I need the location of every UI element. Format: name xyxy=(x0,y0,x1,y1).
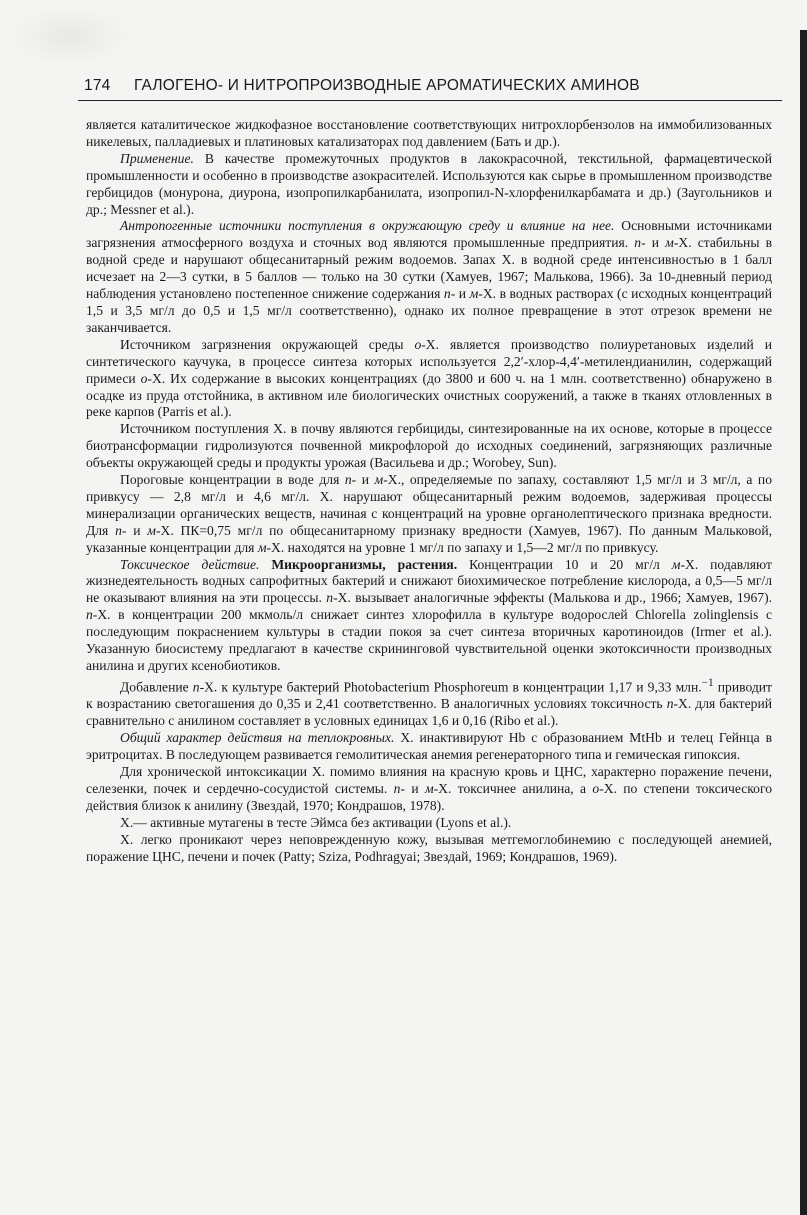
text-run: -Х. токсичнее анилина, а xyxy=(433,780,593,796)
text-run: -Х. вызывает аналогичные эффекты (Малькова и др., 1966; Хамуев, 1967). xyxy=(333,590,772,606)
text-run: Х. инактивируют Hb с образованием MtHb и телец Гейнца в эритроцитах. В последующем развивается гемолитическая анемия регенераторного типа и гемическая гипоксия. xyxy=(86,730,773,763)
text-run: Добавление xyxy=(120,679,193,695)
italic-run: Применение. xyxy=(120,150,194,166)
text-run: -Х. является производство полиуретановых изделий и синтетического каучука, в процессе синтеза которых используется 2,2′-хлор-4,4′-метилендианилин, содержащий примеси xyxy=(86,336,773,386)
text-run: Пороговые концентрации в воде для xyxy=(120,472,345,488)
italic-run: п- xyxy=(393,780,405,796)
text-run: Источником загрязнения окружающей среды xyxy=(120,336,415,352)
superscript: −1 xyxy=(701,676,714,689)
text-run: Основными источниками загрязнения атмосферного воздуха и сточных вод являются промышленные предприятия. xyxy=(86,218,773,251)
scan-smudge xyxy=(10,6,130,66)
italic-run: о xyxy=(414,336,422,352)
italic-run: п- xyxy=(344,472,357,488)
bold-run: Микроорганизмы, растения. xyxy=(271,556,458,572)
text-run: Источником поступления Х. в почву являются гербициды, синтезированные на их основе, которые в процессе биотрансформации гидролизуются почвенной микрофлорой до исходных соединений, загрязняющих различные объекты окружающей среды и продукты урожая (Васильева и др.; Worobey, Sun). xyxy=(86,421,772,471)
page-number: 174 xyxy=(84,77,111,94)
text-run: приводит к возрастанию светогашения до 0,35 и 2,41 соответственно. В аналогичных условиях токсичность xyxy=(86,679,772,712)
italic-run: п xyxy=(326,590,334,606)
paragraph xyxy=(86,218,772,336)
paragraph xyxy=(86,815,772,832)
italic-run: м xyxy=(424,780,434,796)
text-run: Х.— активные мутагены в тесте Эймса без активации (Lyons et al.). xyxy=(120,814,512,830)
paragraph xyxy=(86,117,772,151)
paragraph xyxy=(86,764,772,815)
italic-run: о xyxy=(140,370,148,386)
italic-run: о xyxy=(592,780,600,796)
italic-run: м xyxy=(671,556,681,572)
italic-run: м xyxy=(257,539,267,555)
text-run: -Х. подавляют жизнедеятельность водных сапрофитных бактерий и снижают биохимическое потребление кислорода, а 0,5—5 мг/л не оказывают влияния на эти процессы. xyxy=(86,556,772,606)
italic-run: Токсическое действие. xyxy=(120,556,260,572)
italic-run: м xyxy=(665,235,674,251)
italic-run: п xyxy=(86,607,93,623)
italic-run: п xyxy=(666,696,674,712)
running-title: ГАЛОГЕНО- И НИТРОПРОИЗВОДНЫЕ АРОМАТИЧЕСКИХ АМИНОВ xyxy=(134,77,640,94)
text-run: В качестве промежуточных продуктов в лакокрасочной, текстильной, фармацевтической промышленности и особенно в производстве азокрасителей. Используются как сырье в промышленном производстве гербицидов (монурона, диурона, изопропилкарбанилата, изопропил-N-хлорфенилкарбамата и др.) (Заугольников и др.; Messner et al.). xyxy=(86,150,772,217)
text-run: и xyxy=(455,286,470,302)
text-run: и xyxy=(126,522,148,538)
paragraph xyxy=(86,337,772,422)
italic-run: п- xyxy=(634,235,646,251)
paragraph xyxy=(86,421,772,472)
italic-run: м xyxy=(147,522,156,538)
text-run: -Х. в водных растворах (с исходных концентраций 1,5 и 3,5 мг/л до 0,5 и 1,5 мг/л соответственно), однако их полное превращение в этот отрезок времени не заканчивается. xyxy=(86,286,772,335)
italic-run: Антропогенные источники поступления в окружающую среду и влияние на нее. xyxy=(120,218,615,234)
text-run: и xyxy=(356,472,375,488)
italic-run: п- xyxy=(443,286,456,302)
text-run: -Х. по степени токсического действия близок к анилину (Звездай, 1970; Кондрашов, 1978). xyxy=(86,780,772,813)
text-run: -Х. ПК=0,75 мг/л по общесанитарному признаку вредности (Хамуев, 1967). По данным Мальковой, указанные концентрации для xyxy=(86,522,772,555)
text-run: и xyxy=(645,235,666,251)
text-run: -Х. находятся на уровне 1 мг/л по запаху и 1,5—2 мг/л по привкусу. xyxy=(266,539,659,555)
paragraph xyxy=(86,730,772,764)
text-run: -Х. для бактерий сравнительно с анилином составляет в условных единицах 1,6 и 0,16 (Ribo et al.). xyxy=(86,696,773,729)
text-run: Концентрации 10 и 20 мг/л xyxy=(457,556,672,572)
body-text xyxy=(86,117,772,865)
italic-run: Общий характер действия на теплокровных. xyxy=(120,730,395,746)
paragraph xyxy=(86,832,772,866)
paragraph xyxy=(86,472,772,557)
paragraph xyxy=(86,151,772,219)
paragraph xyxy=(86,557,772,675)
text-run: Х. легко проникают через неповрежденную кожу, вызывая метгемоглобинемию с последующей анемией, поражение ЦНС, печени и почек (Patty; Sziza, Podhragyai; Звездай, 1969; Кондрашов, 1969). xyxy=(86,831,772,864)
italic-run: п- xyxy=(115,522,127,538)
text-run: -Х., определяемые по запаху, составляют 1,5 мг/л и 3 мг/л, а по привкусу — 2,8 мг/л и 4,6 мг/л. Х. нарушают общесанитарный режим водоемов, задерживая процессы минерализации органических веществ, начиная с концентраций на уровне органолептического признака вредности. Для xyxy=(86,472,772,538)
text-run: -Х. к культуре бактерий Photobacterium Phosphoreum в концентрации 1,17 и 9,33 млн. xyxy=(199,679,702,695)
running-header xyxy=(78,74,782,101)
text-run xyxy=(259,557,271,572)
text-run: -Х. Их содержание в высоких концентрациях (до 3800 и 600 ч. на 1 млн. соответственно) обнаружено в осадке из пруда отстойника, в активном иле биологических очистных сооружений, а также в тканях отловленных в реке карпов (Parris et al.). xyxy=(86,370,772,420)
text-run: является каталитическое жидкофазное восстановление соответствующих нитрохлорбензолов на иммобилизованных никелевых, палладиевых и платиновых катализаторах под давлением (Бать и др.). xyxy=(86,117,772,149)
text-run: Для хронической интоксикации Х. помимо влияния на красную кровь и ЦНС, характерно поражение печени, селезенки, почек и сердечно-сосудистой системы. xyxy=(86,763,772,796)
paragraph xyxy=(86,675,772,730)
italic-run: п xyxy=(192,679,200,695)
italic-run: м xyxy=(374,472,384,488)
book-spine-shadow xyxy=(800,30,807,1215)
italic-run: м xyxy=(469,286,479,302)
text-run: -Х. стабильны в водной среде и нарушают общесанитарный режим водоемов. Запах Х. в водной среде интенсивностью в 1 балл исчезает на 2—3 сутки, в 5 баллов — только на 30 сутки (Хамуев, 1967; Малькова, 1966). За 10-дневный период наблюдения установлено постепенное снижение содержания xyxy=(86,235,773,302)
text-run: и xyxy=(405,780,425,796)
text-run: -Х. в концентрации 200 мкмоль/л снижает синтез хлорофилла в культуре водорослей Chlorella zolinglensis с последующим покраснением культуры в стадии покоя за счет синтеза вторичных каротиноидов (Irmer et al.). Указанную биосистему предлагают в качестве скрининговой чувствительной оценки экотоксичности производных анилина и других ксенобиотиков. xyxy=(86,607,772,673)
